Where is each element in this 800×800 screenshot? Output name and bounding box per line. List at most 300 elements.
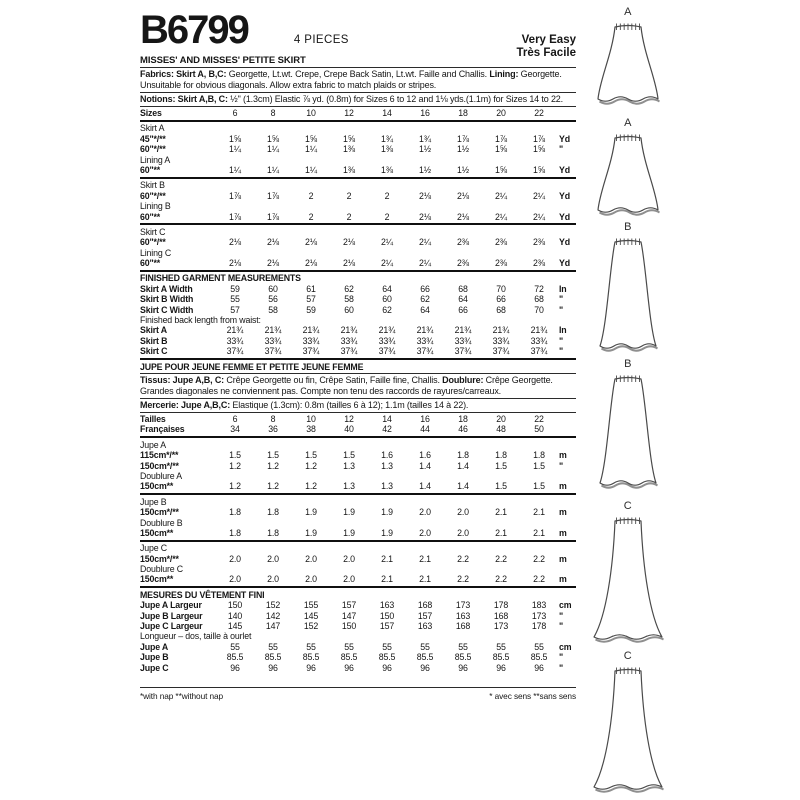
row-label: Skirt B Width: [140, 294, 194, 305]
unit-cell: m: [559, 481, 567, 492]
value-cell: 37¾: [264, 346, 282, 357]
value-cell: 2.2: [457, 574, 469, 585]
value-cell: 1.5: [495, 481, 507, 492]
difficulty-en: Very Easy: [521, 34, 576, 46]
row-label: Doublure B: [140, 517, 183, 528]
row-label: Skirt C Width: [140, 304, 194, 315]
skirt-view-label: B: [624, 358, 632, 370]
skirt-view-label: A: [624, 117, 632, 129]
value-cell: 2.0: [229, 574, 241, 585]
row-label: 150cm**: [140, 481, 174, 492]
value-cell: 2⅛: [267, 258, 279, 269]
value-cell: 2⅛: [305, 258, 317, 269]
value-cell: 42: [382, 424, 392, 435]
value-cell: 1.8: [229, 527, 241, 538]
value-cell: 1⅞: [495, 133, 507, 144]
table-row: [140, 237, 576, 247]
value-cell: 37¾: [416, 346, 434, 357]
tissus-paragraph-line2: [140, 386, 576, 397]
row-label: 150cm*/**: [140, 460, 179, 471]
value-cell: 150: [341, 621, 357, 632]
value-cell: 96: [306, 662, 316, 673]
table-row: [140, 461, 576, 471]
value-cell: 18: [458, 108, 468, 118]
value-cell: 2⅜: [533, 237, 545, 248]
value-cell: 2¼: [533, 211, 545, 222]
table-row: [140, 611, 576, 621]
divider: [140, 412, 576, 413]
row-label: 60"*/**: [140, 144, 166, 155]
value-cell: 1.4: [457, 460, 469, 471]
value-cell: 157: [341, 600, 357, 611]
value-cell: 1.2: [267, 481, 279, 492]
value-cell: 1⅞: [533, 133, 545, 144]
value-cell: 1.9: [305, 507, 317, 518]
value-cell: 1.2: [229, 460, 241, 471]
value-cell: 1.5: [343, 450, 355, 461]
text-segment: Mercerie: Jupe A,B,C:: [140, 399, 233, 410]
value-cell: 1.8: [457, 450, 469, 461]
table-row: [140, 450, 576, 460]
value-cell: 2⅛: [457, 190, 469, 201]
skirt-figure-a: [590, 6, 666, 105]
table-row: [140, 258, 576, 268]
value-cell: 2: [384, 190, 390, 201]
value-cell: 68: [534, 294, 544, 305]
value-cell: 55: [230, 641, 240, 652]
value-cell: 2.0: [457, 527, 469, 538]
skirt-figure-a: [590, 117, 666, 216]
value-cell: 1½: [419, 164, 431, 175]
unit-cell: ": [559, 335, 564, 346]
value-cell: 85.5: [302, 652, 320, 663]
value-cell: 64: [382, 283, 392, 294]
value-cell: 1.2: [305, 460, 317, 471]
fabrics-paragraph-line1: [140, 69, 576, 80]
value-cell: 64: [458, 294, 468, 305]
value-cell: 37¾: [226, 346, 244, 357]
skirt-view-label: B: [624, 221, 632, 233]
difficulty-rating: [517, 34, 576, 60]
value-cell: 2¼: [419, 237, 431, 248]
value-cell: 21¾: [492, 325, 510, 336]
unit-cell: [558, 108, 576, 118]
value-cell: 96: [268, 662, 278, 673]
value-cell: 2⅜: [495, 258, 507, 269]
unit-cell: ": [559, 610, 564, 621]
value-cell: 1.6: [381, 450, 393, 461]
text-segment: Doublure:: [442, 374, 486, 385]
skirt-figure-c: [590, 650, 666, 793]
value-cell: 1.3: [381, 481, 393, 492]
row-label: 115cm*/**: [140, 450, 179, 461]
value-cell: 37¾: [492, 346, 510, 357]
skirt-drawing: [590, 19, 666, 105]
value-cell: 2¼: [495, 190, 507, 201]
value-cell: 173: [531, 610, 547, 621]
value-cell: 1.3: [381, 460, 393, 471]
value-cell: 96: [420, 662, 430, 673]
value-cell: 1⅞: [267, 211, 279, 222]
section-divider: [140, 358, 576, 360]
divider: [140, 106, 576, 107]
text-segment: Notions: Skirt A,B, C:: [140, 94, 231, 104]
value-cell: 22: [534, 108, 544, 118]
value-cell: 37¾: [530, 346, 548, 357]
value-cell: 46: [458, 424, 468, 435]
text-segment: Unsuitable for obvious diagonals. Allow extra fabric to match plaids or stripes.: [140, 80, 437, 90]
value-cell: 56: [268, 294, 278, 305]
value-cell: 96: [382, 662, 392, 673]
row-label: 60"**: [140, 258, 161, 269]
value-cell: 1¼: [267, 164, 279, 175]
divider: [140, 67, 576, 68]
value-cell: 1⅞: [229, 211, 241, 222]
value-cell: 2.1: [419, 553, 431, 564]
section-divider: [140, 270, 576, 272]
value-cell: 85.5: [340, 652, 358, 663]
section-divider: [140, 177, 576, 179]
value-cell: 62: [382, 304, 392, 315]
row-label: Skirt C: [140, 226, 166, 237]
tissus-paragraph-line1: [140, 375, 576, 386]
value-cell: 2⅛: [419, 211, 431, 222]
table-row: [140, 134, 576, 144]
row-label: Françaises: [140, 424, 185, 435]
row-label: Jupe C: [140, 662, 169, 673]
row-label: Jupe C: [140, 543, 167, 554]
section-divider: [140, 436, 576, 438]
value-cell: 1.8: [267, 507, 279, 518]
value-cell: 55: [382, 641, 392, 652]
value-cell: 168: [455, 621, 471, 632]
document-body: [140, 8, 576, 701]
value-cell: 1⅝: [267, 133, 279, 144]
row-label: Jupe A: [140, 641, 169, 652]
unit-cell: ": [559, 304, 564, 315]
value-cell: 1.4: [419, 460, 431, 471]
value-cell: 150: [227, 600, 243, 611]
value-cell: 1⅜: [381, 144, 393, 155]
value-cell: 168: [493, 610, 509, 621]
value-cell: 66: [496, 294, 506, 305]
value-cell: 14: [382, 108, 392, 118]
value-cell: 142: [265, 610, 281, 621]
value-cell: 2⅛: [343, 258, 355, 269]
value-cell: 163: [455, 610, 471, 621]
row-label: Jupe C Largeur: [140, 621, 203, 632]
value-cell: 72: [534, 283, 544, 294]
value-cell: 8: [270, 108, 276, 118]
value-cell: 85.5: [454, 652, 472, 663]
unit-cell: m: [559, 527, 567, 538]
text-segment: Grandes diagonales ne conviennent pas. Compte non tenu des raccords de rayures/carreaux.: [140, 385, 502, 396]
pieces-count: 4 PIECES: [293, 34, 349, 46]
value-cell: 1⅜: [381, 164, 393, 175]
value-cell: 1½: [457, 164, 469, 175]
value-cell: 150: [379, 610, 395, 621]
value-cell: 20: [496, 413, 506, 424]
value-cell: 8: [270, 413, 276, 424]
value-cell: 33¾: [454, 335, 472, 346]
value-cell: 55: [306, 641, 316, 652]
divider: [140, 687, 576, 688]
value-cell: 2.0: [419, 527, 431, 538]
section-divider: [140, 586, 576, 588]
value-cell: 2.1: [495, 527, 507, 538]
table-row: [140, 574, 576, 584]
value-cell: 1.9: [381, 507, 393, 518]
text-segment: Crêpe Georgette.: [485, 374, 553, 385]
value-cell: 21¾: [454, 325, 472, 336]
value-cell: 157: [417, 610, 433, 621]
value-cell: 1¼: [305, 144, 317, 155]
row-label: Sizes: [140, 108, 162, 118]
value-cell: 1.8: [229, 507, 241, 518]
value-cell: 1¼: [229, 164, 241, 175]
value-cell: 16: [420, 413, 430, 424]
value-cell: 60: [268, 283, 278, 294]
value-cell: 6: [232, 413, 238, 424]
unit-cell: ": [559, 460, 564, 471]
value-cell: 2.2: [495, 574, 507, 585]
value-cell: 38: [306, 424, 316, 435]
value-cell: 1⅞: [229, 190, 241, 201]
value-cell: 1⅜: [343, 144, 355, 155]
unit-cell: Yd: [559, 190, 570, 201]
value-cell: 18: [458, 413, 468, 424]
text-segment: Georgette.: [520, 69, 562, 79]
row-label: Doublure A: [140, 470, 183, 481]
value-cell: 2⅛: [305, 237, 317, 248]
section-heading: MESURES DU VÊTEMENT FINI: [140, 589, 265, 600]
value-cell: 2: [346, 190, 352, 201]
value-cell: 2.0: [419, 507, 431, 518]
table-row: [140, 600, 576, 610]
value-cell: 2.1: [495, 507, 507, 518]
value-cell: 33¾: [264, 335, 282, 346]
value-cell: 96: [344, 662, 354, 673]
divider: [140, 398, 576, 399]
value-cell: 55: [420, 641, 430, 652]
section-divider: [140, 120, 576, 122]
value-cell: 40: [344, 424, 354, 435]
value-cell: 1⅜: [343, 164, 355, 175]
value-cell: 1.8: [267, 527, 279, 538]
unit-cell: ": [559, 294, 564, 305]
value-cell: 2.1: [533, 527, 545, 538]
value-cell: 2.1: [533, 507, 545, 518]
value-cell: 152: [303, 621, 319, 632]
section-divider: [140, 540, 576, 542]
value-cell: 2¼: [381, 237, 393, 248]
value-cell: 37¾: [378, 346, 396, 357]
value-cell: 140: [227, 610, 243, 621]
value-cell: 168: [417, 600, 433, 611]
row-label: 60"*/**: [140, 190, 166, 201]
value-cell: 1.9: [343, 507, 355, 518]
row-label: 60"**: [140, 211, 161, 222]
table-row: [140, 294, 576, 304]
value-cell: 1⅞: [457, 133, 469, 144]
unit-cell: [558, 424, 576, 434]
value-cell: 145: [303, 610, 319, 621]
value-cell: 147: [341, 610, 357, 621]
unit-cell: m: [559, 553, 567, 564]
value-cell: 1.8: [533, 450, 545, 461]
value-cell: 2: [308, 211, 314, 222]
value-cell: 60: [344, 304, 354, 315]
value-cell: 2.2: [533, 574, 545, 585]
value-cell: 1¼: [305, 164, 317, 175]
row-label: Skirt B: [140, 180, 165, 191]
value-cell: 2: [308, 190, 314, 201]
value-cell: 2.1: [419, 574, 431, 585]
value-cell: 1.4: [419, 481, 431, 492]
value-cell: 152: [265, 600, 281, 611]
row-label: Lining A: [140, 154, 171, 165]
value-cell: 2.0: [229, 553, 241, 564]
unit-cell: Yd: [559, 237, 570, 248]
value-cell: 178: [531, 621, 547, 632]
value-cell: 1.6: [419, 450, 431, 461]
value-cell: 70: [496, 283, 506, 294]
row-label: 150cm**: [140, 527, 174, 538]
table-row: [140, 336, 576, 346]
table-row: [140, 191, 576, 201]
value-cell: 34: [230, 424, 240, 435]
value-cell: 57: [230, 304, 240, 315]
value-cell: 21¾: [226, 325, 244, 336]
table-row: [140, 165, 576, 175]
value-cell: 57: [306, 294, 316, 305]
value-cell: 1.5: [267, 450, 279, 461]
unit-cell: ": [559, 621, 564, 632]
footer: [140, 687, 576, 701]
row-label: 45"*/**: [140, 133, 166, 144]
table-row: [140, 663, 576, 673]
skirt-illustrations-column: [590, 0, 672, 800]
value-cell: 1.9: [343, 527, 355, 538]
unit-cell: ": [559, 662, 564, 673]
divider: [140, 373, 576, 374]
value-cell: 2.2: [495, 553, 507, 564]
skirt-view-label: C: [623, 650, 633, 662]
value-cell: 1⅝: [533, 144, 545, 155]
value-cell: 2.1: [381, 553, 393, 564]
value-cell: 1.9: [305, 527, 317, 538]
notions-paragraph: [140, 94, 576, 105]
value-cell: 10: [306, 108, 316, 118]
value-cell: 21¾: [416, 325, 434, 336]
value-cell: 37¾: [340, 346, 358, 357]
value-cell: 163: [417, 621, 433, 632]
skirt-figure-c: [590, 500, 666, 643]
value-cell: 1.3: [343, 481, 355, 492]
value-cell: 21¾: [264, 325, 282, 336]
value-cell: 2¼: [533, 190, 545, 201]
value-cell: 58: [344, 294, 354, 305]
value-cell: 12: [344, 108, 354, 118]
value-cell: 2⅛: [343, 237, 355, 248]
value-cell: 178: [493, 600, 509, 611]
value-cell: 37¾: [454, 346, 472, 357]
value-cell: 62: [420, 294, 430, 305]
unit-cell: cm: [559, 641, 572, 652]
section-heading: FINISHED GARMENT MEASUREMENTS: [140, 273, 301, 284]
value-cell: 33¾: [378, 335, 396, 346]
divider: [140, 92, 576, 93]
table-row: [140, 554, 576, 564]
value-cell: 183: [531, 600, 547, 611]
value-cell: 1¼: [267, 144, 279, 155]
skirt-drawing: [590, 513, 666, 643]
unit-cell: ": [559, 144, 564, 155]
row-label: 60"*/**: [140, 237, 166, 248]
value-cell: 55: [534, 641, 544, 652]
value-cell: 2¼: [419, 258, 431, 269]
skirt-drawing: [590, 130, 666, 216]
unit-cell: Yd: [559, 211, 570, 222]
value-cell: 1⅝: [533, 164, 545, 175]
value-cell: 1.3: [343, 460, 355, 471]
skirt-view-label: A: [624, 6, 632, 18]
value-cell: 61: [306, 283, 316, 294]
value-cell: 147: [265, 621, 281, 632]
value-cell: 1.5: [533, 460, 545, 471]
value-cell: 2⅛: [229, 237, 241, 248]
value-cell: 2⅜: [457, 237, 469, 248]
value-cell: 1⅝: [305, 133, 317, 144]
unit-cell: [558, 414, 576, 424]
value-cell: 33¾: [492, 335, 510, 346]
value-cell: 1.5: [495, 460, 507, 471]
table-row: [140, 642, 576, 652]
skirt-figure-b: [590, 221, 666, 352]
table-row: [140, 621, 576, 631]
skirt-drawing: [590, 371, 666, 489]
skirt-drawing: [590, 663, 666, 793]
value-cell: 2¼: [495, 211, 507, 222]
value-cell: 1⅝: [495, 144, 507, 155]
mercerie-paragraph: [140, 400, 576, 411]
value-cell: 20: [496, 108, 506, 118]
table-row: [140, 144, 576, 154]
value-cell: 1.2: [267, 460, 279, 471]
value-cell: 2.0: [267, 574, 279, 585]
row-label: 60"**: [140, 164, 161, 175]
value-cell: 1.8: [495, 450, 507, 461]
value-cell: 1.2: [229, 481, 241, 492]
value-cell: 1½: [457, 144, 469, 155]
value-cell: 55: [230, 294, 240, 305]
value-cell: 33¾: [530, 335, 548, 346]
value-cell: 66: [420, 283, 430, 294]
row-label: Skirt C: [140, 346, 168, 357]
footnote-french: * avec sens **sans sens: [489, 690, 576, 701]
table-row: [140, 652, 576, 662]
value-cell: 2.2: [457, 553, 469, 564]
fabrics-paragraph-line2: [140, 80, 576, 91]
value-cell: 2: [384, 211, 390, 222]
value-cell: 37¾: [302, 346, 320, 357]
value-cell: 2⅜: [495, 237, 507, 248]
unit-cell: ": [559, 652, 564, 663]
row-label: Skirt A Width: [140, 283, 193, 294]
value-cell: 70: [534, 304, 544, 315]
value-cell: 1.5: [533, 481, 545, 492]
value-cell: 21¾: [378, 325, 396, 336]
